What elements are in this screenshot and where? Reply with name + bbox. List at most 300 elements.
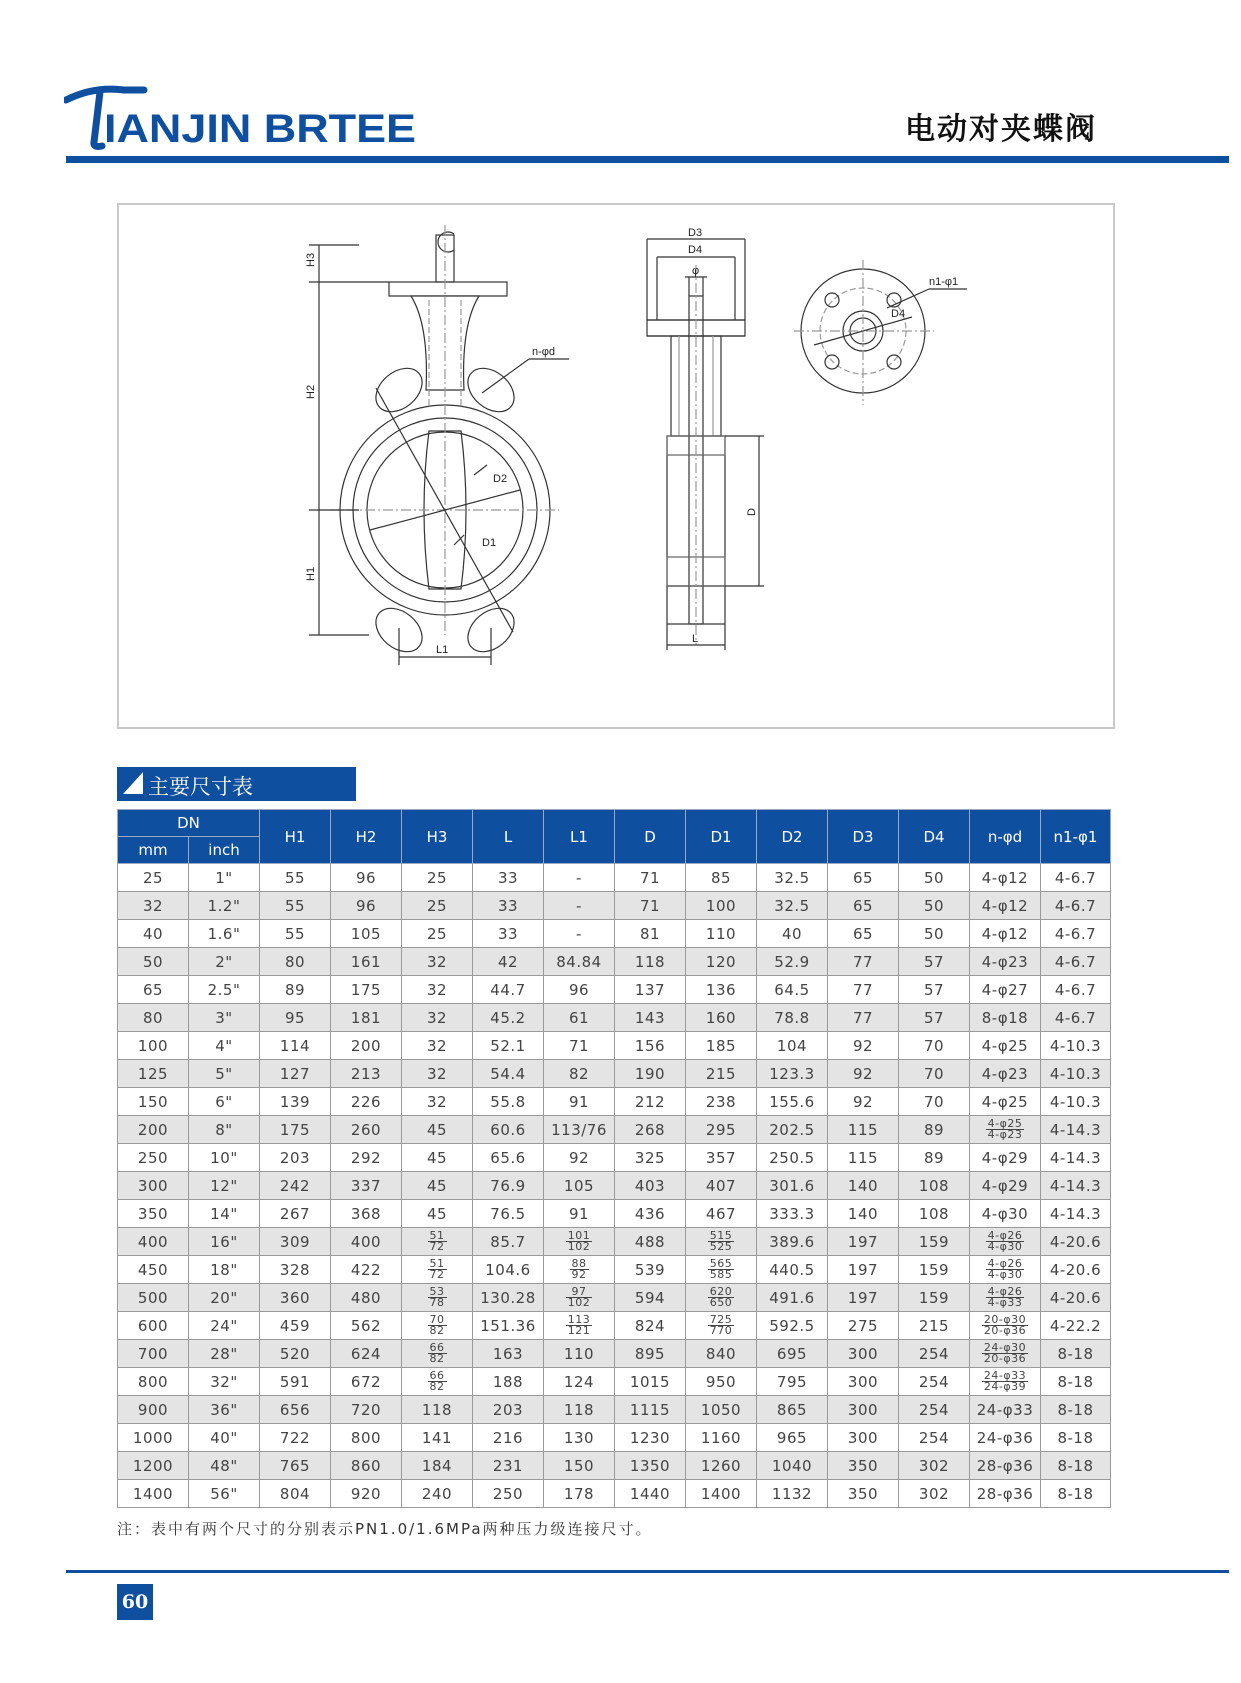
cell-inch: 56" xyxy=(189,1480,260,1508)
cell-d1: 110 xyxy=(686,920,757,948)
cell-inch: 6" xyxy=(189,1088,260,1116)
cell-d2: 440.5 xyxy=(757,1256,828,1284)
header-h3: H3 xyxy=(402,810,473,864)
cell-l1 xyxy=(544,1284,615,1312)
cell-d: 824 xyxy=(615,1312,686,1340)
table-row xyxy=(118,1088,1111,1116)
cell-inch: 28" xyxy=(189,1340,260,1368)
cell-l1: 61 xyxy=(544,1004,615,1032)
side-view xyxy=(647,239,764,650)
label-h3: H3 xyxy=(305,252,317,267)
cell-d2: 64.5 xyxy=(757,976,828,1004)
fraction-bottom: 525 xyxy=(709,1240,733,1253)
fraction-top: 66 xyxy=(429,1341,445,1354)
cell-l: 216 xyxy=(473,1424,544,1452)
cell-h3: 32 xyxy=(402,1060,473,1088)
cell-d3: 77 xyxy=(828,948,899,976)
cell-h1: 80 xyxy=(260,948,331,976)
cell-d4: 50 xyxy=(899,920,970,948)
cell-d: 156 xyxy=(615,1032,686,1060)
cell-n1: 4-22.2 xyxy=(1041,1312,1111,1340)
cell-l1 xyxy=(544,1256,615,1284)
cell-l: 44.7 xyxy=(473,976,544,1004)
cell-d: 190 xyxy=(615,1060,686,1088)
cell-d: 1350 xyxy=(615,1452,686,1480)
fraction-value xyxy=(982,1315,1028,1336)
label-h1: H1 xyxy=(305,566,317,581)
cell-d4: 159 xyxy=(899,1256,970,1284)
table-row xyxy=(118,892,1111,920)
cell-d4: 89 xyxy=(899,1144,970,1172)
fraction-value xyxy=(708,1259,735,1280)
fraction-bottom: 102 xyxy=(567,1240,591,1253)
cell-d3: 92 xyxy=(828,1088,899,1116)
cell-d1: 1400 xyxy=(686,1480,757,1508)
cell-d3: 65 xyxy=(828,892,899,920)
fraction-top: 20-φ30 xyxy=(983,1313,1027,1326)
table-row xyxy=(118,1172,1111,1200)
cell-d4: 50 xyxy=(899,864,970,892)
cell-nd: 8-φ18 xyxy=(970,1004,1041,1032)
fraction-bottom: 4-φ33 xyxy=(987,1296,1023,1309)
cell-h2: 672 xyxy=(331,1368,402,1396)
cell-l: 33 xyxy=(473,892,544,920)
cell-d4: 159 xyxy=(899,1228,970,1256)
cell-h1: 656 xyxy=(260,1396,331,1424)
cell-n1: 8-18 xyxy=(1041,1368,1111,1396)
table-row xyxy=(118,920,1111,948)
table-head xyxy=(118,810,1111,864)
cell-d4: 57 xyxy=(899,948,970,976)
cell-d: 118 xyxy=(615,948,686,976)
cell-d3: 92 xyxy=(828,1060,899,1088)
cell-h2: 800 xyxy=(331,1424,402,1452)
cell-mm: 500 xyxy=(118,1284,189,1312)
header-n1: n1-φ1 xyxy=(1041,810,1111,864)
cell-h1: 203 xyxy=(260,1144,331,1172)
fraction-top: 515 xyxy=(709,1229,733,1242)
valve-drawing-svg xyxy=(119,205,1113,727)
cell-h3: 45 xyxy=(402,1200,473,1228)
cell-n1: 4-14.3 xyxy=(1041,1144,1111,1172)
cell-h2: 920 xyxy=(331,1480,402,1508)
fraction-bottom: 82 xyxy=(429,1324,445,1337)
cell-nd: 4-φ12 xyxy=(970,892,1041,920)
cell-d4: 89 xyxy=(899,1116,970,1144)
header-h1: H1 xyxy=(260,810,331,864)
cell-l: 203 xyxy=(473,1396,544,1424)
cell-h2: 200 xyxy=(331,1032,402,1060)
fraction-bottom: 82 xyxy=(429,1380,445,1393)
cell-nd: 4-φ25 xyxy=(970,1088,1041,1116)
cell-d2: 155.6 xyxy=(757,1088,828,1116)
cell-l1: 82 xyxy=(544,1060,615,1088)
fraction-top: 101 xyxy=(567,1229,591,1242)
cell-h2: 337 xyxy=(331,1172,402,1200)
label-d1: D1 xyxy=(482,537,497,549)
header-nd: n-φd xyxy=(970,810,1041,864)
fraction-top: 4-φ26 xyxy=(987,1257,1023,1270)
cell-d2: 301.6 xyxy=(757,1172,828,1200)
cell-h1: 55 xyxy=(260,864,331,892)
cell-l1: - xyxy=(544,920,615,948)
table-row xyxy=(118,1424,1111,1452)
cell-d: 1440 xyxy=(615,1480,686,1508)
cell-h2: 292 xyxy=(331,1144,402,1172)
cell-h2: 105 xyxy=(331,920,402,948)
cell-mm: 250 xyxy=(118,1144,189,1172)
header-dn: DN xyxy=(118,810,260,837)
cell-d2: 491.6 xyxy=(757,1284,828,1312)
fraction-bottom: 20-φ36 xyxy=(983,1324,1027,1337)
fraction-bottom: 585 xyxy=(709,1268,733,1281)
cell-d3: 197 xyxy=(828,1228,899,1256)
cell-nd: 4-φ30 xyxy=(970,1200,1041,1228)
cell-d1 xyxy=(686,1312,757,1340)
cell-inch: 2.5" xyxy=(189,976,260,1004)
cell-d1: 407 xyxy=(686,1172,757,1200)
label-nd: n-φd xyxy=(532,346,556,358)
fraction-top: 4-φ26 xyxy=(987,1229,1023,1242)
cell-inch: 4" xyxy=(189,1032,260,1060)
cell-l1: 130 xyxy=(544,1424,615,1452)
cell-d1: 467 xyxy=(686,1200,757,1228)
cell-mm: 100 xyxy=(118,1032,189,1060)
table-row xyxy=(118,1228,1111,1256)
cell-d2: 52.9 xyxy=(757,948,828,976)
cell-d2: 333.3 xyxy=(757,1200,828,1228)
cell-inch: 3" xyxy=(189,1004,260,1032)
table-note: 注：表中有两个尺寸的分别表示PN1.0/1.6MPa两种压力级连接尺寸。 xyxy=(117,1520,653,1538)
cell-d: 539 xyxy=(615,1256,686,1284)
fraction-value xyxy=(708,1287,735,1308)
cell-h1: 127 xyxy=(260,1060,331,1088)
cell-l: 130.28 xyxy=(473,1284,544,1312)
cell-l: 52.1 xyxy=(473,1032,544,1060)
section-triangle-icon xyxy=(123,772,143,794)
header-inch: inch xyxy=(189,837,260,864)
cell-n1: 4-10.3 xyxy=(1041,1088,1111,1116)
cell-h1: 804 xyxy=(260,1480,331,1508)
table-row xyxy=(118,1032,1111,1060)
cell-l1: 84.84 xyxy=(544,948,615,976)
cell-d2: 32.5 xyxy=(757,892,828,920)
cell-h1: 89 xyxy=(260,976,331,1004)
cell-d3: 300 xyxy=(828,1396,899,1424)
cell-l: 33 xyxy=(473,864,544,892)
cell-h1: 520 xyxy=(260,1340,331,1368)
table-row xyxy=(118,1396,1111,1424)
cell-l: 76.5 xyxy=(473,1200,544,1228)
cell-n1: 8-18 xyxy=(1041,1452,1111,1480)
cell-d2: 123.3 xyxy=(757,1060,828,1088)
cell-d2: 389.6 xyxy=(757,1228,828,1256)
cell-h3: 240 xyxy=(402,1480,473,1508)
cell-l: 188 xyxy=(473,1368,544,1396)
cell-h3: 45 xyxy=(402,1116,473,1144)
cell-nd: 4-φ23 xyxy=(970,948,1041,976)
cell-inch: 2" xyxy=(189,948,260,976)
cell-h3 xyxy=(402,1284,473,1312)
cell-n1: 4-20.6 xyxy=(1041,1228,1111,1256)
cell-d3: 92 xyxy=(828,1032,899,1060)
label-d4: D4 xyxy=(688,244,703,256)
cell-d: 71 xyxy=(615,892,686,920)
cell-l1 xyxy=(544,1228,615,1256)
dimension-table xyxy=(117,809,1111,1508)
fraction-value xyxy=(570,1259,589,1280)
cell-d: 137 xyxy=(615,976,686,1004)
cell-d3: 65 xyxy=(828,864,899,892)
cell-n1: 4-6.7 xyxy=(1041,892,1111,920)
table-row xyxy=(118,1200,1111,1228)
fraction-value xyxy=(982,1343,1028,1364)
cell-h2: 181 xyxy=(331,1004,402,1032)
label-n1: n1-φ1 xyxy=(929,276,959,288)
cell-nd: 4-φ12 xyxy=(970,920,1041,948)
cell-inch: 48" xyxy=(189,1452,260,1480)
cell-l: 60.6 xyxy=(473,1116,544,1144)
cell-d3: 300 xyxy=(828,1368,899,1396)
header-l1: L1 xyxy=(544,810,615,864)
cell-inch: 32" xyxy=(189,1368,260,1396)
fraction-top: 4-φ26 xyxy=(987,1285,1023,1298)
fraction-top: 66 xyxy=(429,1369,445,1382)
cell-d4: 254 xyxy=(899,1340,970,1368)
cell-h2: 720 xyxy=(331,1396,402,1424)
cell-inch: 1.6" xyxy=(189,920,260,948)
fraction-value xyxy=(986,1259,1025,1280)
cell-l: 33 xyxy=(473,920,544,948)
fraction-bottom: 72 xyxy=(429,1268,445,1281)
cell-inch: 18" xyxy=(189,1256,260,1284)
table-body xyxy=(118,864,1111,1508)
fraction-value xyxy=(566,1231,593,1252)
cell-d3: 115 xyxy=(828,1116,899,1144)
cell-mm: 80 xyxy=(118,1004,189,1032)
cell-d2: 32.5 xyxy=(757,864,828,892)
cell-d3: 77 xyxy=(828,1004,899,1032)
fraction-bottom: 92 xyxy=(571,1268,587,1281)
fraction-value xyxy=(986,1119,1025,1140)
cell-h1: 95 xyxy=(260,1004,331,1032)
cell-n1: 4-6.7 xyxy=(1041,1004,1111,1032)
cell-h1: 242 xyxy=(260,1172,331,1200)
cell-n1: 4-6.7 xyxy=(1041,864,1111,892)
cell-mm: 125 xyxy=(118,1060,189,1088)
cell-mm: 1400 xyxy=(118,1480,189,1508)
cell-l1: 71 xyxy=(544,1032,615,1060)
cell-d: 1015 xyxy=(615,1368,686,1396)
cell-d2: 865 xyxy=(757,1396,828,1424)
table-row xyxy=(118,1256,1111,1284)
cell-inch: 24" xyxy=(189,1312,260,1340)
fraction-bottom: 78 xyxy=(429,1296,445,1309)
cell-nd: 28-φ36 xyxy=(970,1452,1041,1480)
fraction-top: 24-φ30 xyxy=(983,1341,1027,1354)
cell-n1: 4-20.6 xyxy=(1041,1256,1111,1284)
page-number: 60 xyxy=(117,1584,153,1620)
cell-l1: 91 xyxy=(544,1200,615,1228)
cell-mm: 800 xyxy=(118,1368,189,1396)
cell-h3 xyxy=(402,1340,473,1368)
cell-d: 488 xyxy=(615,1228,686,1256)
header-d2: D2 xyxy=(757,810,828,864)
cell-inch: 12" xyxy=(189,1172,260,1200)
cell-mm: 700 xyxy=(118,1340,189,1368)
cell-d3: 197 xyxy=(828,1284,899,1312)
cell-nd: 4-φ29 xyxy=(970,1172,1041,1200)
cell-d1: 1160 xyxy=(686,1424,757,1452)
cell-d2: 250.5 xyxy=(757,1144,828,1172)
cell-l: 163 xyxy=(473,1340,544,1368)
label-h2: H2 xyxy=(305,384,317,399)
cell-l1: 110 xyxy=(544,1340,615,1368)
cell-d2: 40 xyxy=(757,920,828,948)
cell-d4: 302 xyxy=(899,1452,970,1480)
fraction-bottom: 650 xyxy=(709,1296,733,1309)
cell-h3: 32 xyxy=(402,1088,473,1116)
cell-mm: 25 xyxy=(118,864,189,892)
cell-d4: 302 xyxy=(899,1480,970,1508)
cell-l: 104.6 xyxy=(473,1256,544,1284)
cell-h1: 459 xyxy=(260,1312,331,1340)
cell-d4: 50 xyxy=(899,892,970,920)
fraction-value xyxy=(428,1315,447,1336)
cell-h2: 400 xyxy=(331,1228,402,1256)
cell-h1: 765 xyxy=(260,1452,331,1480)
cell-d: 71 xyxy=(615,864,686,892)
cell-n1: 8-18 xyxy=(1041,1396,1111,1424)
cell-h2: 422 xyxy=(331,1256,402,1284)
fraction-value xyxy=(428,1231,447,1252)
cell-d1: 295 xyxy=(686,1116,757,1144)
cell-mm: 600 xyxy=(118,1312,189,1340)
fraction-bottom: 72 xyxy=(429,1240,445,1253)
cell-d4: 159 xyxy=(899,1284,970,1312)
cell-n1: 4-10.3 xyxy=(1041,1060,1111,1088)
front-view xyxy=(309,225,569,665)
cell-l: 54.4 xyxy=(473,1060,544,1088)
cell-d2: 795 xyxy=(757,1368,828,1396)
cell-l1: - xyxy=(544,864,615,892)
cell-mm: 300 xyxy=(118,1172,189,1200)
cell-d2: 78.8 xyxy=(757,1004,828,1032)
cell-d1: 1260 xyxy=(686,1452,757,1480)
cell-d1 xyxy=(686,1284,757,1312)
cell-l1 xyxy=(544,1312,615,1340)
table-row xyxy=(118,1480,1111,1508)
header-d: D xyxy=(615,810,686,864)
cell-mm: 400 xyxy=(118,1228,189,1256)
cell-d: 143 xyxy=(615,1004,686,1032)
cell-h1: 591 xyxy=(260,1368,331,1396)
label-l1: L1 xyxy=(436,644,449,656)
label-d4b: D4 xyxy=(891,308,906,320)
cell-h3: 141 xyxy=(402,1424,473,1452)
fraction-bottom: 20-φ36 xyxy=(983,1352,1027,1365)
table-row xyxy=(118,948,1111,976)
cell-d3: 197 xyxy=(828,1256,899,1284)
cell-nd xyxy=(970,1256,1041,1284)
fraction-bottom: 24-φ39 xyxy=(983,1380,1027,1393)
cell-nd: 24-φ36 xyxy=(970,1424,1041,1452)
section-tab xyxy=(117,767,356,801)
cell-d3: 115 xyxy=(828,1144,899,1172)
cell-l1: 91 xyxy=(544,1088,615,1116)
cell-h2: 226 xyxy=(331,1088,402,1116)
cell-h2: 624 xyxy=(331,1340,402,1368)
cell-h2: 96 xyxy=(331,892,402,920)
fraction-value xyxy=(986,1231,1025,1252)
cell-inch: 14" xyxy=(189,1200,260,1228)
cell-h3: 45 xyxy=(402,1172,473,1200)
label-phi: φ xyxy=(692,265,700,277)
cell-mm: 65 xyxy=(118,976,189,1004)
table-row xyxy=(118,1284,1111,1312)
cell-mm: 40 xyxy=(118,920,189,948)
cell-d3: 65 xyxy=(828,920,899,948)
page-title: 电动对夹蝶阀 xyxy=(905,112,1097,147)
cell-mm: 450 xyxy=(118,1256,189,1284)
cell-nd xyxy=(970,1228,1041,1256)
cell-nd: 4-φ29 xyxy=(970,1144,1041,1172)
cell-h3: 118 xyxy=(402,1396,473,1424)
cell-d2: 1040 xyxy=(757,1452,828,1480)
fraction-value xyxy=(982,1371,1028,1392)
cell-l: 85.7 xyxy=(473,1228,544,1256)
cell-n1: 4-6.7 xyxy=(1041,920,1111,948)
cell-nd: 4-φ25 xyxy=(970,1032,1041,1060)
cell-h3: 25 xyxy=(402,920,473,948)
cell-nd: 24-φ33 xyxy=(970,1396,1041,1424)
cell-l: 55.8 xyxy=(473,1088,544,1116)
header-mm: mm xyxy=(118,837,189,864)
cell-l1: - xyxy=(544,892,615,920)
cell-h1: 139 xyxy=(260,1088,331,1116)
cell-d1: 136 xyxy=(686,976,757,1004)
cell-l: 42 xyxy=(473,948,544,976)
cell-h3: 25 xyxy=(402,864,473,892)
brand-logo xyxy=(64,82,424,152)
cell-mm: 50 xyxy=(118,948,189,976)
cell-l1: 105 xyxy=(544,1172,615,1200)
cell-d4: 57 xyxy=(899,1004,970,1032)
table-row xyxy=(118,1116,1111,1144)
cell-inch: 20" xyxy=(189,1284,260,1312)
cell-mm: 200 xyxy=(118,1116,189,1144)
cell-l: 250 xyxy=(473,1480,544,1508)
cell-n1: 4-14.3 xyxy=(1041,1200,1111,1228)
cell-h1: 175 xyxy=(260,1116,331,1144)
fraction-value xyxy=(566,1315,593,1336)
cell-n1: 4-20.6 xyxy=(1041,1284,1111,1312)
cell-inch: 1.2" xyxy=(189,892,260,920)
cell-d3: 77 xyxy=(828,976,899,1004)
cell-d1 xyxy=(686,1228,757,1256)
fraction-bottom: 4-φ30 xyxy=(987,1268,1023,1281)
cell-l1: 96 xyxy=(544,976,615,1004)
cell-h2: 213 xyxy=(331,1060,402,1088)
fraction-top: 70 xyxy=(429,1313,445,1326)
fraction-value xyxy=(428,1287,447,1308)
header-h2: H2 xyxy=(331,810,402,864)
fraction-value xyxy=(428,1343,447,1364)
header-rule xyxy=(66,156,1229,163)
cell-l: 65.6 xyxy=(473,1144,544,1172)
cell-nd: 4-φ23 xyxy=(970,1060,1041,1088)
cell-mm: 32 xyxy=(118,892,189,920)
